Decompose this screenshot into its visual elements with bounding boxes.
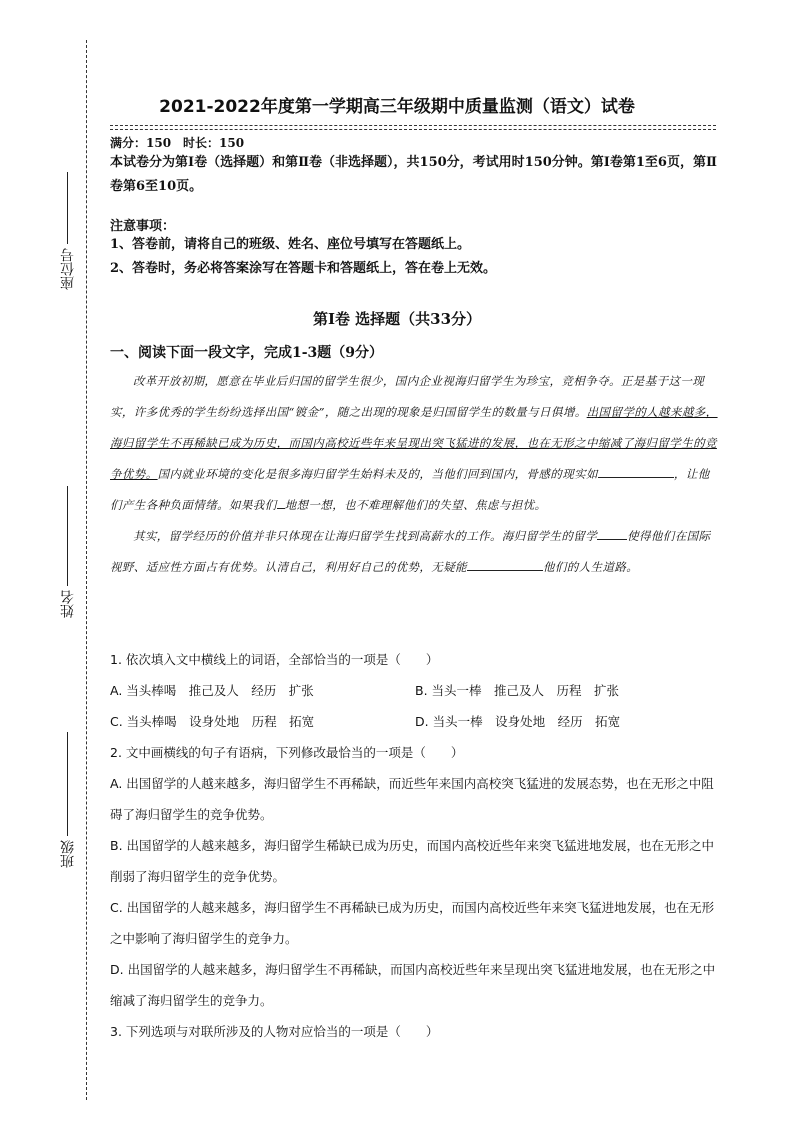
name-field[interactable] [58,486,78,624]
notes-title: 注意事项： [110,219,176,234]
exam-title: 2021-2022年度第一学期高三年级期中质量监测（语文）试卷 [159,97,635,117]
blank-4 [467,558,543,571]
option-a[interactable]: A. 当头棒喝 推己及人 经历 扩张 [110,683,314,698]
option-c[interactable]: C. 当头棒喝 设身处地 历程 拓宽 [110,714,315,729]
option-d[interactable]: D. 当头一棒 设身处地 经历 拓宽 [415,714,621,729]
section-title: 第Ⅰ卷 选择题（共33分） [312,310,482,328]
passage-paragraph-1: 改革开放初期，愿意在毕业后归国的留学生很少，国内企业视海归留学生为珍宝，竞相争夺。正是基于这一现实，许多优秀的学生纷纷选择出国“镀金”，随之出现的现象是归国留学生的数量与日俱增。出国留学的人越来越多，海归留学生不再稀缺已成为历史，而国内高校近些年来呈现出突飞猛进的发展，也在无形之中缩减了海归留学生的竞争优势。国内就业环境的变化是很多海归留学生始料未及的，当他们回到国内，骨感的现实如 ，让他们产生各种负面情绪。如果我们 地想一想，也不难理解他们的失望、焦虑与担忧。 [110,374,718,512]
option-b[interactable]: B. 当头一棒 推己及人 历程 扩张 [415,683,620,698]
exam-meta: 满分：150 时长：150 [110,136,245,150]
question-3: 3. 下列选项与对联所涉及的人物对应恰当的一项是（ ） [110,1024,439,1039]
part-title: 一、阅读下面一段文字，完成1-3题（9分） [110,345,384,361]
name-label: 姓名 [60,590,76,618]
exam-intro: 本试卷分为第Ⅰ卷（选择题）和第Ⅱ卷（非选择题），共150分，考试用时150分钟。第Ⅰ卷第1至6页，第Ⅱ卷第6至10页。 [110,155,717,194]
seat-number-field[interactable] [58,172,78,292]
blank-3 [597,527,627,540]
option-b[interactable]: B. 出国留学的人越来越多，海归留学生稀缺已成为历史，而国内高校近些年来突飞猛进地发展，也在无形之中削弱了海归留学生的竞争优势。 [110,838,715,884]
title-divider [110,125,716,126]
seat-number-label: 座位号 [60,248,76,290]
title-divider-2 [110,129,716,130]
underlined-sentence: 出国留学的人越来越多，海归留学生不再稀缺已成为历史，而国内高校近些年来呈现出突飞猛进的发展，也在无形之中缩减了海归留学生的竞争优势。 [110,405,718,481]
blank-1 [598,465,674,478]
passage-paragraph-2: 其实，留学经历的价值并非只体现在让海归留学生找到高薪水的工作。海归留学生的留学 使得他们在国际视野、适应性方面占有优势。认清自己，利用好自己的优势，无疑能 他们的人生道路。 [110,529,711,574]
option-c[interactable]: C. 出国留学的人越来越多，海归留学生不再稀缺已成为历史，而国内高校近些年来突飞猛进地发展，也在无形之中影响了海归留学生的竞争力。 [110,900,715,946]
blank-2 [277,496,285,509]
note-item: 1、答卷前，请将自己的班级、姓名、座位号填写在答题纸上。 [110,237,471,252]
option-a[interactable]: A. 出国留学的人越来越多，海归留学生不再稀缺，而近些年来国内高校突飞猛进的发展态势，也在无形之中阻碍了海归留学生的竞争优势。 [110,776,714,822]
question-1-options [110,675,720,737]
question-block [110,644,720,1047]
class-label: 班级 [60,840,76,868]
class-field[interactable] [58,732,78,872]
question-2: 2. 文中画横线的句子有语病，下列修改最恰当的一项是（ ） [110,745,464,760]
option-d[interactable]: D. 出国留学的人越来越多，海归留学生不再稀缺，而国内高校近些年来呈现出突飞猛进地发展，也在无形之中缩减了海归留学生的竞争力。 [110,962,716,1008]
binding-dashed-line [86,40,87,1100]
note-item: 2、答卷时，务必将答案涂写在答题卡和答题纸上，答在卷上无效。 [110,261,497,276]
question-1: 1. 依次填入文中横线上的词语，全部恰当的一项是（ ） [110,652,439,667]
reading-passage [110,366,720,583]
notes-list [110,233,720,281]
